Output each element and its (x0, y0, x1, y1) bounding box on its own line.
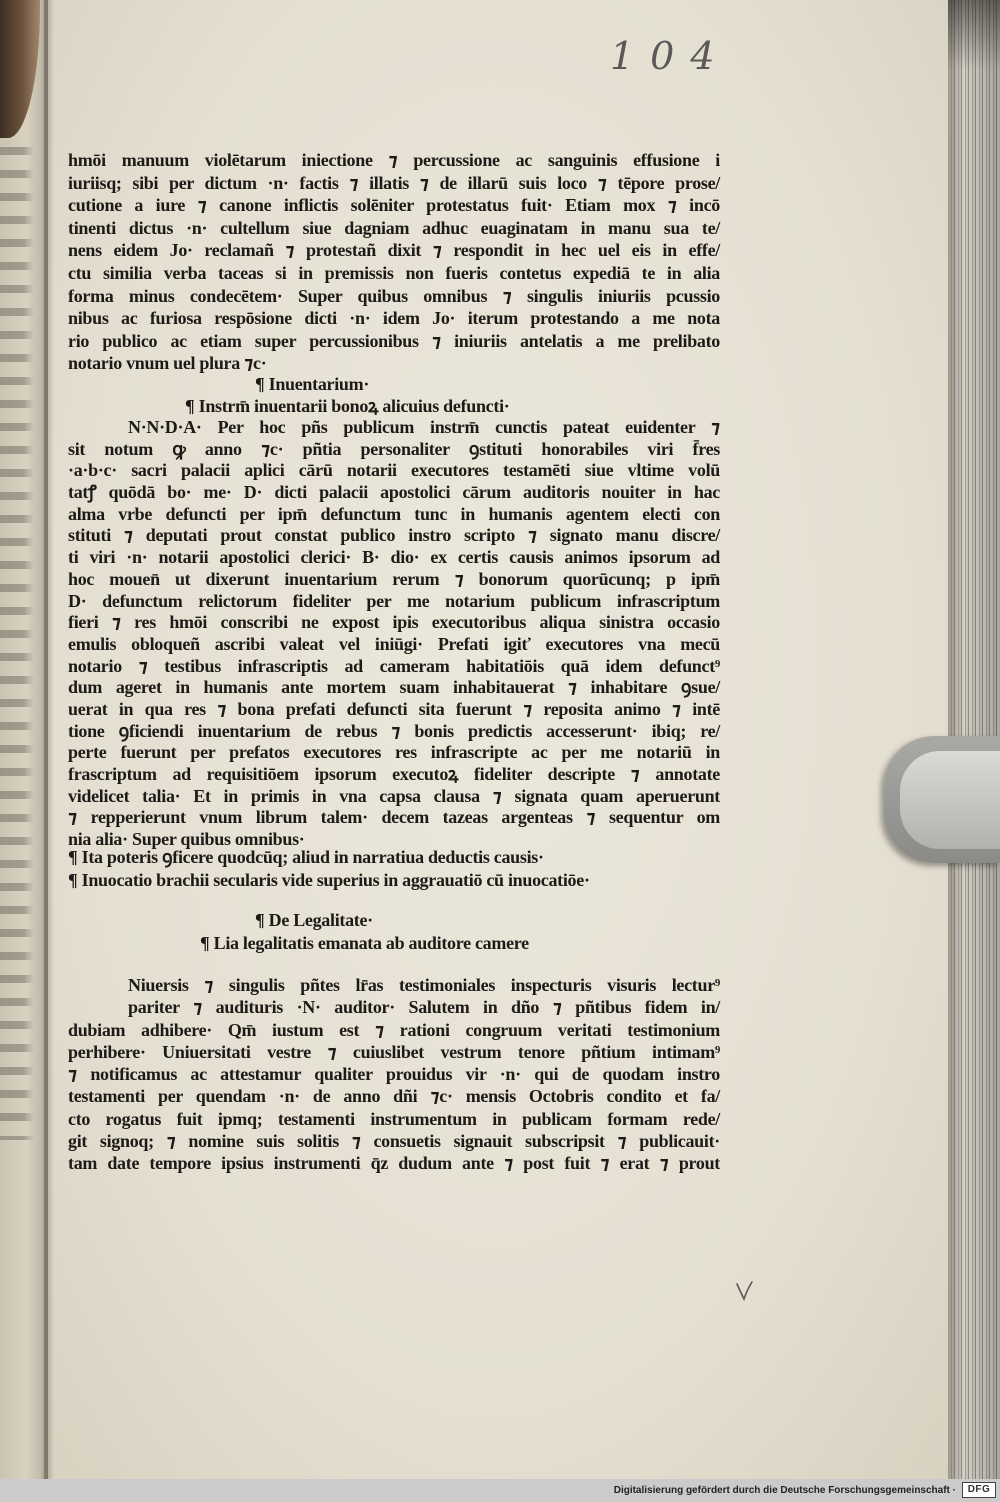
text-line: testamenti per quendam ·n· de anno dñi ⁊c· mensis Octobris condito et fa/ (68, 1086, 720, 1107)
text-line: tione ꝯficiendi inuentarium de rebus ⁊ bonis predictis accesserunt· ibiq; re/ (68, 720, 720, 741)
note-line: ¶ Ita poteris ꝯficere quodcūq; aliud in narratiua deductis causis· (68, 847, 544, 867)
text-line: uerat in qua res ⁊ bona prefati defuncti sita fuerunt ⁊ reposita animo ⁊ intē (68, 698, 720, 719)
dfg-logo: DFG (962, 1482, 996, 1498)
text-line: notario ⁊ testibus infrascriptis ad cameram habitatiōis quā idem defunct⁹ (68, 655, 720, 676)
text-line: alma vrbe defuncti per ipm̄ defunctum tunc in humanis agentem electi con (68, 503, 720, 524)
text-line: nibus ac furiosa respōsione dicti ·n· idem Jo· iterum protestando a me nota (68, 308, 720, 329)
text-line: videlicet talia· Et in primis in vna capsa clausa ⁊ signata quam aperuerunt (68, 785, 720, 806)
text-line: dum ageret in humanis ante mortem suam inhabitauerat ⁊ inhabitare ꝯsue/ (68, 677, 720, 698)
text-line: N·N·D·A· Per hoc pñs publicum instrm̄ cunctis pateat euidenter ⁊ (128, 417, 720, 437)
text-line: cutione a iure ⁊ canone inflictis solēniter protestatus fuit· Etiam mox ⁊ incō (68, 195, 720, 216)
text-line: ⁊ repperierunt vnum librum talem· decem tazeas argenteas ⁊ sequentur om (68, 807, 720, 828)
text-line: tam date tempore ipsius instrumenti q̄z dudum ante ⁊ post fuit ⁊ erat ⁊ prout (68, 1153, 720, 1173)
text-line: ti viri ·n· notarii apostolici clerici· B· dio· ex certis causis animos ipsorum ad (68, 547, 720, 568)
text-line: hmōi manuum violētarum iniectione ⁊ percussione ac sanguinis effusione i (68, 150, 720, 170)
text-line: ·a·b·c· sacri palacii aplici cārū notarii executores testamēti siue vltime volū (68, 460, 720, 481)
page-stack-shade (948, 0, 1000, 70)
text-line: frascriptum ad requisitiōem ipsorum executoꝝ fideliter descripte ⁊ annotate (68, 764, 720, 784)
text-line: iuriisq; sibi per dictum ·n· factis ⁊ illatis ⁊ de illarū suis loco ⁊ tēpore prose/ (68, 172, 720, 193)
text-line: perte fuerunt per prefatos executores res infrascripte ac per me notariū in (68, 742, 720, 763)
text-line: ⁊ notificamus ac attestamur qualiter prouidus vir ·n· qui de quodam instro (68, 1064, 720, 1084)
text-line: ctu similia verba taceas si in premissis non fueris contetus expediā te in alia (68, 262, 720, 283)
continuation-paragraph (68, 149, 720, 375)
text-line: tinenti dictus ·n· cultellum siue dagniam adhuc euaginatam in manu sua te/ (68, 217, 720, 238)
text-line: rio publico ac etiam super percussionibus ⁊ iniuriis antelatis a me prelibato (68, 330, 720, 351)
text-line: notario vnum uel plura ⁊c· (68, 353, 267, 374)
section-subheading-inventarium: ¶ Instrm̄ inuentarii bonoꝝ alicuius defuncti· (185, 396, 510, 416)
section-heading-legalitas: ¶ De Legalitate· (255, 910, 373, 930)
section-subheading-legalitas: ¶ Lia legalitatis emanata ab auditore camere (200, 933, 529, 953)
digitization-footer (0, 1479, 1000, 1502)
text-line: nia alia· Super quibus omnibus· (68, 829, 305, 850)
text-line: forma minus condecētem· Super quibus omnibus ⁊ singulis iniuriis pcussio (68, 285, 720, 306)
legalitas-paragraph (68, 974, 720, 1174)
text-line: fieri ⁊ res hmōi conscribi ne expost ipis executoribus aliqua sinistra occasio (68, 612, 720, 633)
text-line: emulis obloqueñ ascribi valeat vel iniūgi· Prefati igiť executores vna mecū (68, 633, 720, 654)
text-line: git signoq; ⁊ nomine suis solitis ⁊ consuetis signauit subscripsit ⁊ publicauit· (68, 1130, 720, 1151)
text-line: nens eidem Jo· reclamañ ⁊ protestañ dixit ⁊ respondit in hec uel eis in effe/ (68, 240, 720, 261)
footer-credit-text: Digitalisierung gefördert durch die Deutsche Forschungsgemeinschaft · (613, 1485, 956, 1496)
text-line: hoc mouen̄ ut dixerunt inuentarium rerum ⁊ bonorum quorūcunq; p ipm̄ (68, 568, 720, 589)
gutter-shadow (44, 0, 54, 1479)
inventarium-paragraph (68, 417, 720, 851)
text-line: sit notum ꝙ anno ⁊c· pñtia personaliter ꝯstituti honorabiles viri f̄res (68, 438, 720, 459)
book-clasp-face (900, 751, 1000, 849)
section-heading-inventarium: ¶ Inuentarium· (255, 374, 370, 394)
text-line: dubiam adhibere· Qm̄ iustum est ⁊ rationi congruum veritati testimonium (68, 1019, 720, 1040)
text-line: cto rogatus fuit ipmq; testamenti instrumentum in publicam formam rede/ (68, 1108, 720, 1129)
folio-number: 104 (610, 34, 731, 78)
pencil-tick-mark (734, 1280, 754, 1302)
facing-page-text-fragments (0, 140, 34, 1140)
note-line: ¶ Inuocatio brachii secularis vide superius in aggrauatiō cū inuocatiōe· (68, 870, 590, 890)
text-line: tatꝭ quōdā bo· me· D· dicti palacii apostolici cārum auditoris nouiter in hac (68, 482, 720, 503)
text-line: pariter ⁊ audituris ·N· auditor· Salutem in dño ⁊ pñtibus fidem in/ (128, 997, 720, 1018)
text-line: perhibere· Uniuersitati vestre ⁊ cuiuslibet vestrum tenore pñtium intimam⁹ (68, 1041, 720, 1062)
text-line: D· defunctum relictorum fideliter per me notarium publicum infrascriptum (68, 590, 720, 611)
text-line: Niuersis ⁊ singulis pñtes lr̄as testimoniales inspecturis visuris lectur⁹ (128, 975, 720, 995)
text-line: stituti ⁊ deputati prout constat publico instro scripto ⁊ signato manu discre/ (68, 525, 720, 546)
